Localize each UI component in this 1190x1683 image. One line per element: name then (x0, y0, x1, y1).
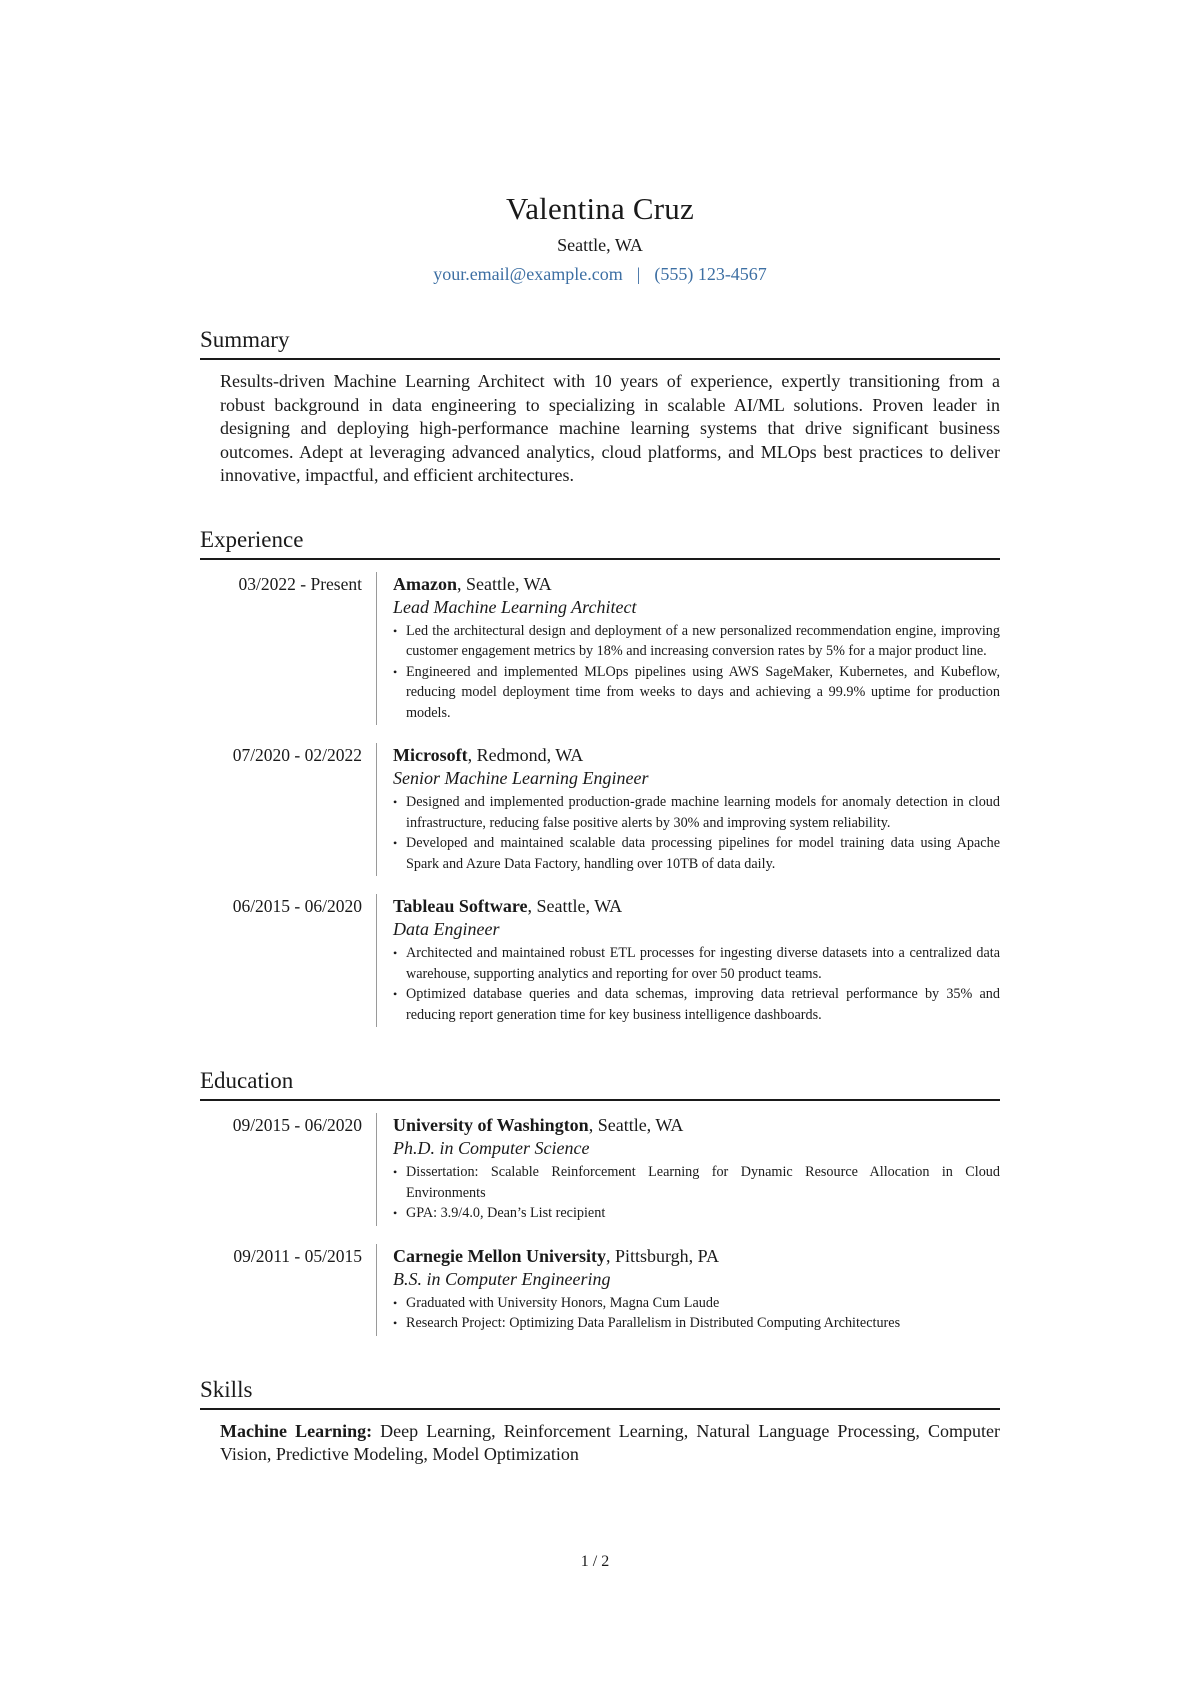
experience-entries (200, 572, 1000, 1028)
skills-items: Deep Learning, Reinforcement Learning, Natural Language Processing, Computer Vision, Predictive Modeling, Model Optimization (220, 1420, 1000, 1464)
section-title-education: Education (200, 1067, 1000, 1101)
experience-bullet-list (393, 621, 1000, 724)
contact-line (200, 262, 1000, 286)
education-role: Ph.D. in Computer Science (393, 1138, 590, 1158)
education-entry (200, 1113, 1000, 1226)
experience-details (376, 572, 1000, 726)
email-link[interactable]: your.email@example.com (433, 264, 623, 284)
experience-heading (393, 894, 1000, 918)
resume-page (200, 190, 1000, 1467)
contact-separator: | (636, 264, 641, 284)
education-section (200, 1067, 1000, 1336)
education-bullet: • Dissertation: Scalable Reinforcement Learning for Dynamic Resource Allocation in Cloud Environments (393, 1162, 1000, 1203)
experience-heading (393, 743, 1000, 767)
section-title-skills: Skills (200, 1376, 1000, 1410)
education-location: , Pittsburgh, PA (605, 1245, 720, 1266)
experience-role: Data Engineer (393, 919, 500, 939)
candidate-name: Valentina Cruz (506, 191, 694, 226)
experience-entry (200, 572, 1000, 726)
education-bullet: • Graduated with University Honors, Magna Cum Laude (393, 1293, 1000, 1314)
experience-bullet: • Developed and maintained scalable data processing pipelines for model training data using Apache Spark and Azure Data Factory, handling over 10TB of data daily. (393, 833, 1000, 874)
education-bullet-list (393, 1162, 1000, 1224)
education-heading (393, 1244, 1000, 1268)
experience-date: 06/2015 - 06/2020 (232, 896, 362, 916)
education-details (376, 1113, 1000, 1226)
education-bullet-list (393, 1293, 1000, 1334)
experience-bullet: • Engineered and implemented MLOps pipelines using AWS SageMaker, Kubernetes, and Kubeflow, reducing model deployment time from weeks to days and achieving a 99.9% uptime for production models. (393, 662, 1000, 724)
education-date: 09/2015 - 06/2020 (232, 1115, 362, 1135)
experience-date: 07/2020 - 02/2022 (232, 745, 362, 765)
experience-role: Lead Machine Learning Architect (393, 596, 637, 617)
education-bullet: • GPA: 3.9/4.0, Dean’s List recipient (393, 1203, 1000, 1224)
experience-details (376, 743, 1000, 876)
section-title-summary: Summary (200, 326, 1000, 360)
education-entry (200, 1244, 1000, 1336)
experience-organization: Tableau Software (393, 896, 528, 916)
summary-section (200, 326, 1000, 488)
skills-category: Machine Learning: (220, 1420, 373, 1441)
education-organization: University of Washington (393, 1115, 589, 1135)
experience-location: , Seattle, WA (457, 573, 552, 594)
section-title-experience: Experience (200, 526, 1000, 560)
phone-link[interactable]: (555) 123-4567 (654, 264, 767, 284)
experience-bullet: • Architected and maintained robust ETL processes for ingesting diverse datasets into a centralized data warehouse, supporting analytics and reporting for over 50 product teams. (393, 943, 1000, 984)
experience-organization: Amazon (393, 573, 457, 594)
experience-heading (393, 572, 1000, 596)
education-bullet: • Research Project: Optimizing Data Parallelism in Distributed Computing Architectures (393, 1313, 1000, 1334)
skills-text (220, 1420, 1000, 1467)
education-entries (200, 1113, 1000, 1336)
experience-bullet: • Optimized database queries and data schemas, improving data retrieval performance by 35% and reducing report generation time for key business intelligence dashboards. (393, 984, 1000, 1025)
experience-organization: Microsoft (393, 745, 468, 765)
resume-header (200, 190, 1000, 286)
experience-date: 03/2022 - Present (238, 573, 362, 594)
experience-bullet: • Designed and implemented production-grade machine learning models for anomaly detection in cloud infrastructure, reducing false positive alerts by 30% and improving system reliability. (393, 792, 1000, 833)
candidate-location: Seattle, WA (557, 235, 643, 255)
experience-details (376, 894, 1000, 1027)
experience-location: , Redmond, WA (467, 745, 584, 765)
experience-bullet: • Led the architectural design and deployment of a new personalized recommendation engine, improving customer engagement metrics by 18% and increasing conversion rates by 5% for a major product line. (393, 621, 1000, 662)
page-number: 1 / 2 (580, 1553, 610, 1570)
skills-section (200, 1376, 1000, 1467)
education-location: , Seattle, WA (588, 1115, 684, 1135)
education-date: 09/2011 - 05/2015 (233, 1245, 362, 1266)
education-details (376, 1244, 1000, 1336)
education-heading (393, 1113, 1000, 1137)
summary-text: Results-driven Machine Learning Architect with 10 years of experience, expertly transitioning from a robust background in data engineering to specializing in scalable AI/ML solutions. Proven leader in designing and deploying high-performance machine learning systems that drive significant business outcomes. Adept at leveraging advanced analytics, cloud platforms, and MLOps best practices to deliver innovative, impactful, and efficient architectures. (220, 371, 1000, 485)
education-role: B.S. in Computer Engineering (393, 1268, 611, 1289)
experience-entry (200, 743, 1000, 876)
experience-bullet-list (393, 792, 1000, 874)
experience-bullet-list (393, 943, 1000, 1025)
experience-location: , Seattle, WA (527, 896, 623, 916)
experience-section (200, 526, 1000, 1028)
experience-entry (200, 894, 1000, 1027)
experience-role: Senior Machine Learning Engineer (393, 768, 649, 788)
education-organization: Carnegie Mellon University (393, 1245, 606, 1266)
